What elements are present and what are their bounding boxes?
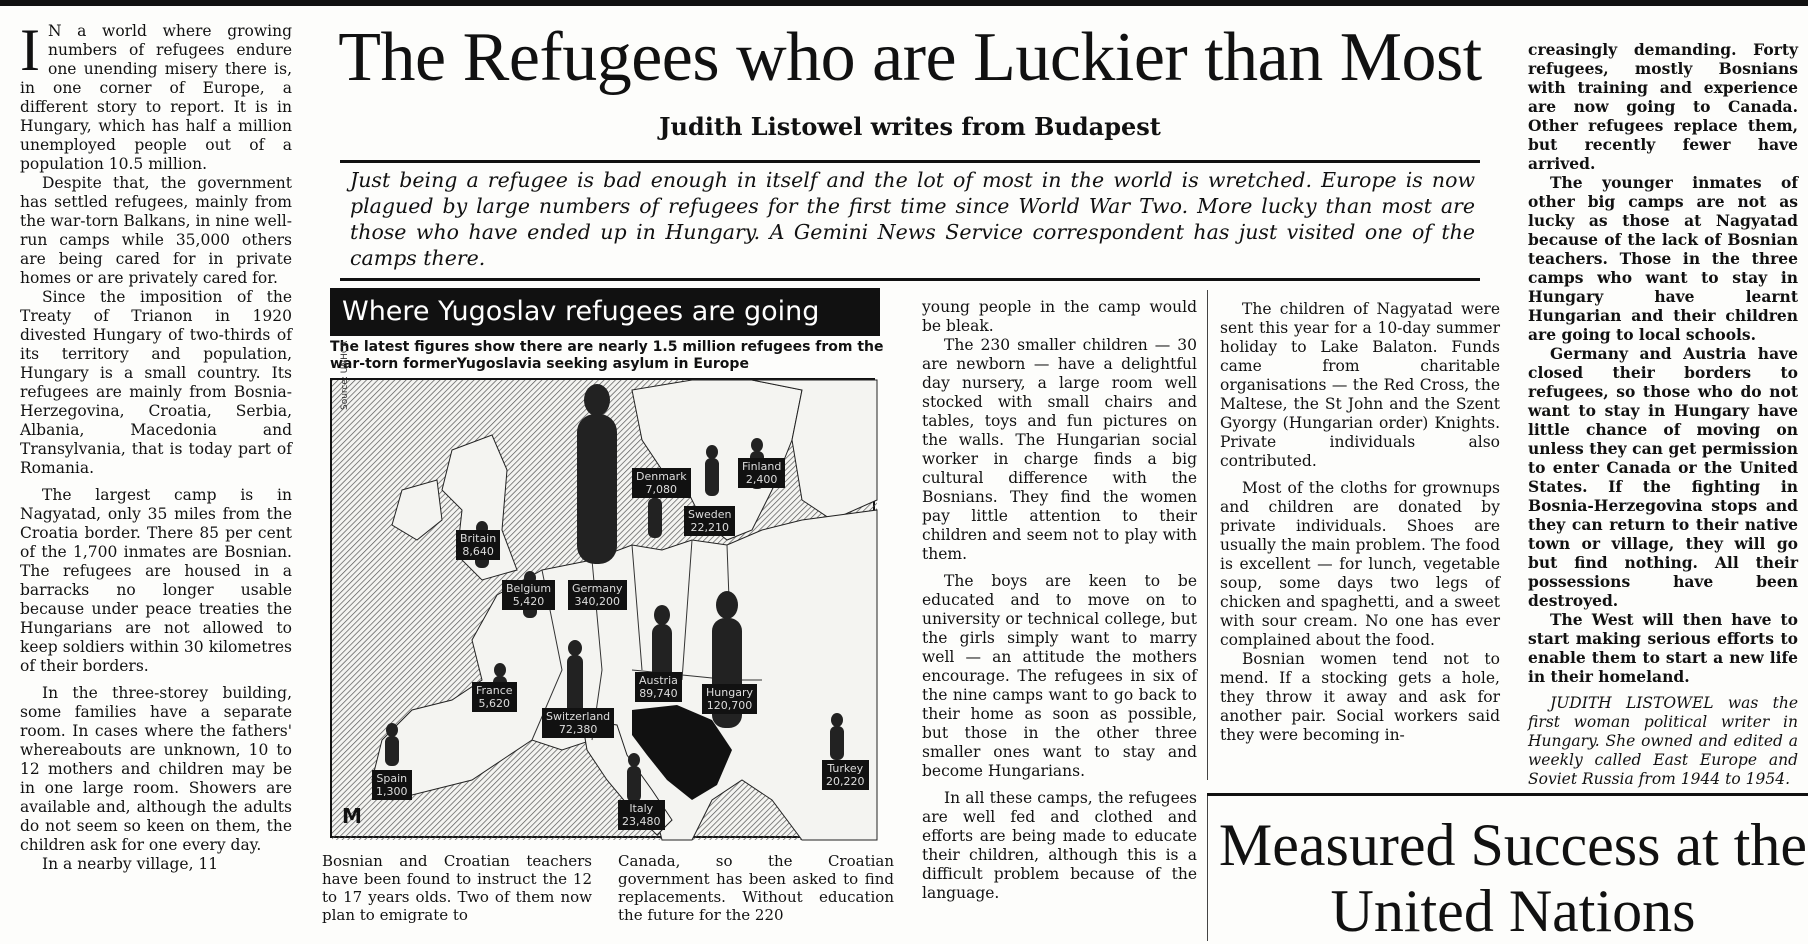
paragraph: young people in the camp would be bleak. bbox=[922, 298, 1197, 335]
standfirst: Just being a refugee is bad enough in itself and the lot of most in the world is wretched. Europe is now plagued by large numbers of refugees for the first time since World War Two. More lucky than most are those who have ended up in Hungary. A Gemini News Service correspondent has just visited one of the camps there. bbox=[350, 168, 1475, 270]
map-label-france: France 5,620 bbox=[472, 682, 517, 712]
europe-map-graphic bbox=[332, 380, 877, 840]
map-label-finland: Finland 2,400 bbox=[738, 458, 785, 488]
paragraph: In a nearby village, 11 bbox=[42, 855, 219, 873]
paragraph: Bosnian and Croatian teachers have been found to instruct the 12 to 17 years olds. Two of them now plan to emigrate to bbox=[322, 852, 592, 924]
map-label-hungary: Hungary 120,700 bbox=[702, 684, 757, 714]
article-column-4 bbox=[922, 298, 1197, 903]
paragraph: The 230 smaller children — 30 are newborn — have a delightful day nursery, a large room well stocked with small chairs and tables, toys and fun pictures on the walls. The Hungarian social worker in charge finds a big cultural difference with the Bosnians. They find the women pay little attention to their children and seem not to play with them. bbox=[922, 336, 1197, 563]
paragraph: The largest camp is in Nagyatad, only 35 miles from the Croatia border. There 85 per cent of the 1,700 inmates are Bosnian. The refugees are housed in a barracks no longer usable because under peace treaties the Hungarians are not allowed to keep soldiers within 30 kilometres of their borders. bbox=[20, 486, 292, 675]
paragraph: I N a world where growing numbers of refugees endure one unending misery there is, in one corner of Europe, a different story to report. It is in Hungary, which has half a million unemployed people out of a population 10.5 million. bbox=[20, 17, 292, 173]
column-divider bbox=[1207, 290, 1208, 780]
map-label-sweden: Sweden 22,210 bbox=[684, 506, 735, 536]
article-column-6 bbox=[1528, 40, 1798, 789]
article-column-1 bbox=[20, 17, 292, 874]
author-bio: JUDITH LISTOWEL was the first woman political writer in Hungary. She owned and edited a weekly called East Europe and Soviet Russia from 1944 to 1954. bbox=[1528, 694, 1798, 788]
map-label-britain: Britain 8,640 bbox=[456, 530, 500, 560]
map-label-switzerland: Switzerland 72,380 bbox=[542, 708, 614, 738]
map-title: Where Yugoslav refugees are going bbox=[330, 288, 880, 336]
drop-cap: I bbox=[20, 17, 40, 83]
paragraph: In the three-storey building, some families have a separate room. In cases where the fathers' whereabouts are unknown, 10 to 12 mothers and children may be in one large room. Showers are available and, although the adults do not seem so keen on them, the children ask for one every day. bbox=[20, 684, 292, 854]
paragraph: The younger inmates of other big camps are not as lucky as those at Nagyatad because of the lack of Bosnian teachers. Those in the three camps who want to stay in Hungary have learnt Hungarian and their children are going to local schools. bbox=[1528, 173, 1798, 344]
map-label-spain: Spain 1,300 bbox=[372, 770, 412, 800]
paragraph: Despite that, the government has settled refugees, mainly from the war-torn Balkans, in nine well-run camps while 35,000 others are being cared for in private homes or are privately cared for. bbox=[20, 174, 292, 287]
standfirst-top-rule bbox=[340, 160, 1480, 163]
paragraph: In all these camps, the refugees are well fed and clothed and efforts are being made to educate their children, although this is a difficult problem because of the language. bbox=[922, 789, 1197, 902]
paragraph: creasingly demanding. Forty refugees, mostly Bosnians with training and experience are now going to Canada. Other refugees replace them, but recently fewer have arrived. bbox=[1528, 40, 1798, 173]
paragraph: The West will then have to start making serious efforts to enable them to start a new life in their homeland. bbox=[1528, 610, 1798, 686]
paragraph: Bosnian women tend not to mend. If a stocking gets a hole, they throw it away and ask for another pair. Social workers said they were becoming in- bbox=[1220, 650, 1500, 744]
top-rule bbox=[0, 0, 1808, 6]
map-label-belgium: Belgium 5,420 bbox=[502, 580, 555, 610]
gemini-logo: M bbox=[342, 804, 362, 828]
article-column-3 bbox=[618, 852, 894, 924]
byline: Judith Listowel writes from Budapest bbox=[659, 112, 1161, 141]
paragraph: Canada, so the Croatian government has been asked to find replacements. Without education the future for the 220 bbox=[618, 852, 894, 924]
headline: The Refugees who are Luckier than Most bbox=[338, 19, 1482, 96]
map-label-denmark: Denmark 7,080 bbox=[632, 468, 691, 498]
paragraph: The boys are keen to be educated and to move on to university or technical college, but the girls simply want to marry well — an attitude the mothers encourage. The refugees in six of the nine camps want to go back to their home as soon as possible, but those in the other three smaller ones want to stay and become Hungarians. bbox=[922, 572, 1197, 780]
map-subtitle: The latest figures show there are nearly 1.5 million refugees from the war-torn formerYugoslavia seeking asylum in Europe bbox=[330, 339, 884, 372]
standfirst-bottom-rule bbox=[340, 278, 1480, 281]
paragraph: Most of the cloths for grownups and children are donated by private individuals. Shoes are usually the main problem. The food is excellent — for lunch, vegetable soup, some days two legs of chicken and spaghetti, and a sweet with sour cream. No one has ever complained about the food. bbox=[1220, 479, 1500, 649]
map-label-germany: Germany 340,200 bbox=[568, 580, 627, 610]
paragraph: Germany and Austria have closed their borders to refugees, so those who do not want to stay in Hungary have little chance of moving on unless they can get permission to enter Canada or the United States. If the fighting in Bosnia-Herzegovina stops and they can return to their native town or village, they will go but find nothing. All their possessions have been destroyed. bbox=[1528, 344, 1798, 610]
article-column-5 bbox=[1220, 300, 1500, 745]
second-headline: Measured Success at the United Nations bbox=[1218, 812, 1808, 944]
paragraph: The children of Nagyatad were sent this year for a 10-day summer holiday to Lake Balaton. Funds came from charitable organisations — the Red Cross, the Maltese, the St John and the Szent Gyorgy (Hungarian order) Knights. Private individuals also contributed. bbox=[1220, 300, 1500, 470]
map-label-austria: Austria 89,740 bbox=[635, 672, 682, 702]
column-divider bbox=[1207, 796, 1208, 941]
article-column-2 bbox=[322, 852, 592, 924]
section-rule bbox=[1207, 793, 1808, 796]
map-source-credit: Source: UNHCR bbox=[340, 340, 350, 410]
paragraph: Since the imposition of the Treaty of Trianon in 1920 divested Hungary of two-thirds of its territory and population, Hungary is a small country. Its refugees are mainly from Bosnia-Herzegovina, Croatia, Serbia, Albania, Macedonia and Transylvania, that is today part of Romania. bbox=[20, 288, 292, 477]
map-label-italy: Italy 23,480 bbox=[618, 800, 665, 830]
map-label-turkey: Turkey 20,220 bbox=[822, 760, 869, 790]
